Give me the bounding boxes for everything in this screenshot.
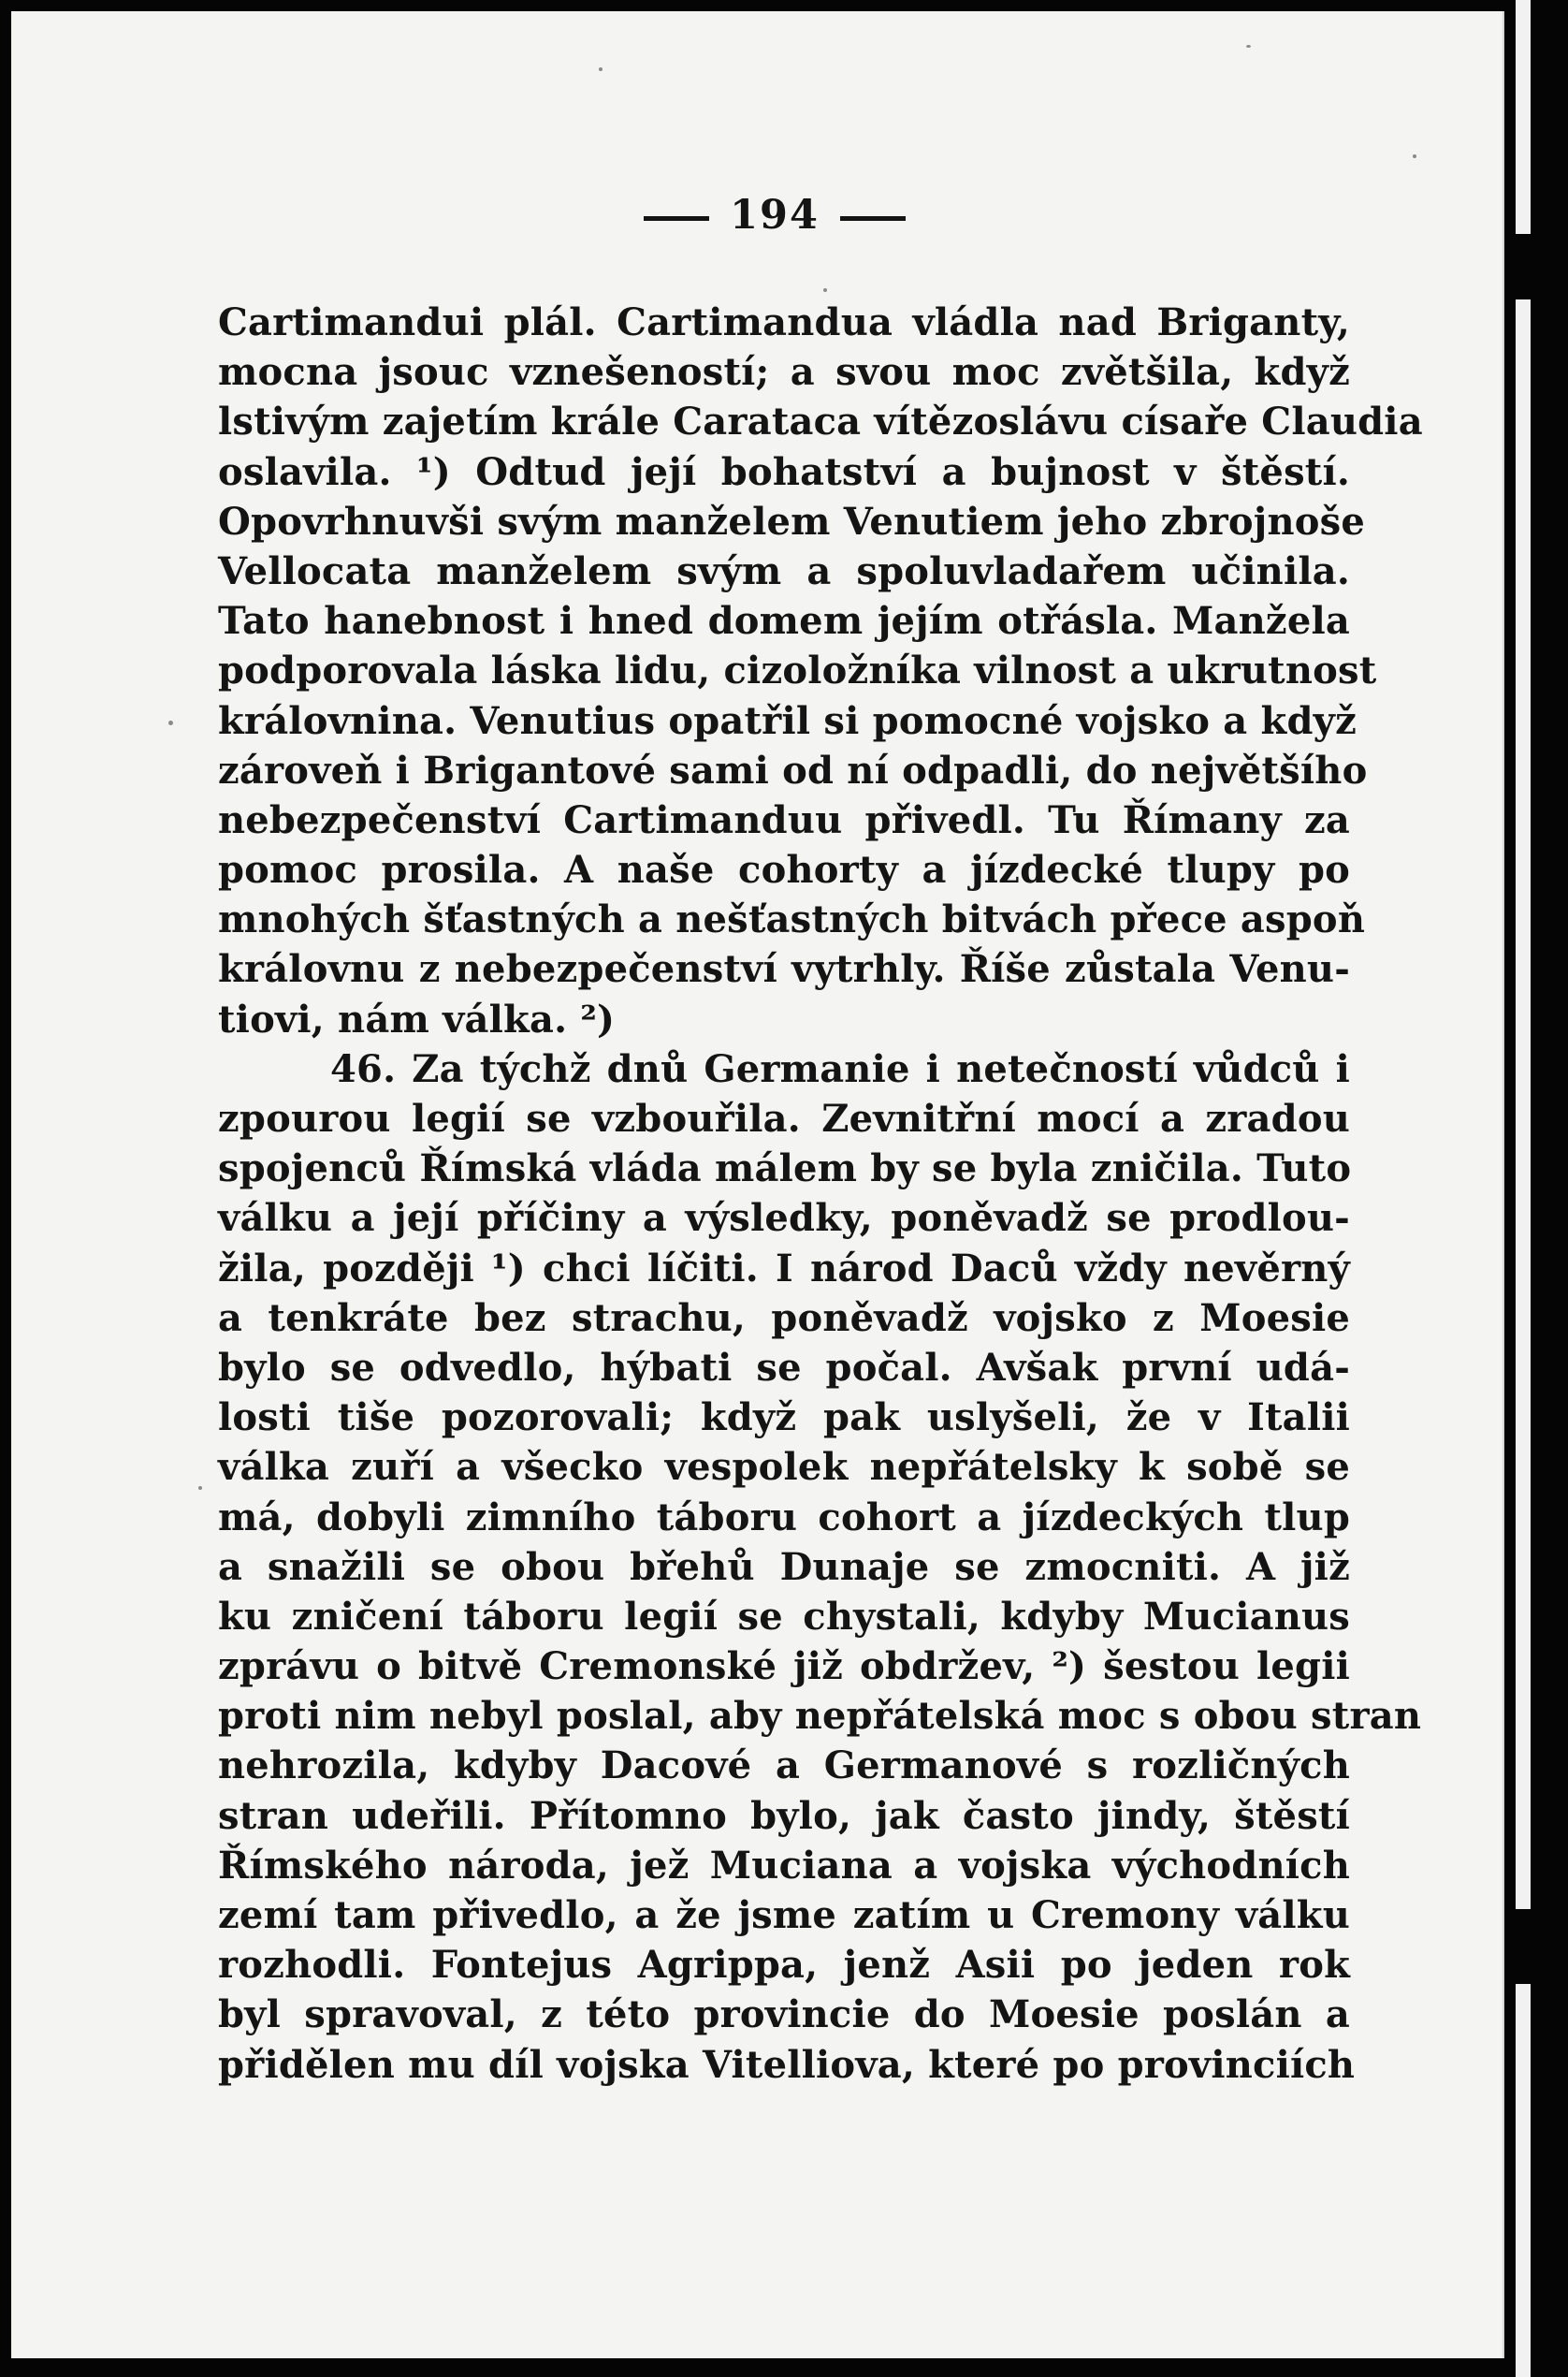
text-line: lstivým zajetím krále Carataca vítězoslávu císaře Claudia	[218, 400, 1423, 445]
scan-speck	[168, 721, 173, 725]
text-line: mocna jsouc vznešeností; a svou moc zvětšila, když	[218, 350, 1350, 395]
text-line: zemí tam přivedlo, a že jsme zatím u Cremony válku	[218, 1893, 1350, 1937]
text-line: stran udeřili. Přítomno bylo, jak často jindy, štěstí	[218, 1793, 1350, 1838]
binding-strip	[1516, 299, 1531, 1909]
text-line: pomoc prosila. A naše cohorty a jízdecké tlupy po	[218, 848, 1350, 893]
text-line: bylo se odvedlo, hýbati se počal. Avšak první udá-	[218, 1345, 1350, 1390]
text-line: oslavila. ¹) Odtud její bohatství a bujnost v štěstí.	[218, 449, 1350, 494]
scan-speck	[1413, 154, 1416, 158]
text-line: Cartimandui plál. Cartimandua vládla nad Briganty,	[218, 300, 1350, 344]
page-header	[0, 192, 1549, 239]
text-line: Opovrhnuvši svým manželem Venutiem jeho zbrojnoše	[218, 499, 1365, 544]
text-line: spojenců Římská vláda málem by se byla zničila. Tuto	[218, 1146, 1352, 1191]
header-dash-left	[644, 216, 709, 221]
text-line: ku zničení táboru legií se chystali, kdyby Mucianus	[218, 1594, 1350, 1639]
text-line: proti nim nebyl poslal, aby nepřátelská moc s obou stran	[218, 1694, 1422, 1739]
text-line: královnu z nebezpečenství vytrhly. Říše zůstala Venu-	[218, 947, 1350, 992]
page-number: 194	[730, 192, 820, 239]
scan-speck	[823, 288, 827, 292]
scan-speck	[198, 1486, 202, 1490]
text-line: královnina. Venutius opatřil si pomocné vojsko a když	[218, 698, 1357, 743]
text-line: zprávu o bitvě Cremonské již obdržev, ²) šestou legii	[218, 1644, 1350, 1689]
text-line: nebezpečenství Cartimanduu přivedl. Tu Římany za	[218, 797, 1350, 842]
text-line: mnohých šťastných a nešťastných bitvách přece aspoň	[218, 897, 1366, 942]
text-line: zpourou legií se vzbouřila. Zevnitřní mocí a zradou	[218, 1097, 1350, 1141]
text-line-paragraph-start: 46. Za týchž dnů Germanie i netečností vůdců i	[330, 1046, 1350, 1091]
text-line: přidělen mu díl vojska Vitelliova, které po provinciích	[218, 2042, 1356, 2087]
text-line: Vellocata manželem svým a spoluvladařem učinila.	[218, 548, 1350, 593]
scan-speck	[599, 67, 603, 71]
text-line: Římského národa, jež Muciana a vojska východních	[218, 1843, 1350, 1888]
text-line: nehrozila, kdyby Dacové a Germanové s rozličných	[218, 1743, 1350, 1788]
text-line: byl spravoval, z této provincie do Moesie poslán a	[218, 1992, 1350, 2037]
text-line: válka zuří a všecko vespolek nepřátelsky k sobě se	[218, 1445, 1350, 1490]
text-line: a snažili se obou břehů Dunaje se zmocniti. A již	[218, 1544, 1350, 1589]
text-line: válku a její příčiny a výsledky, poněvadž se prodlou-	[218, 1196, 1350, 1241]
text-line: rozhodli. Fontejus Agrippa, jenž Asii po jeden rok	[218, 1943, 1350, 1988]
text-line-paragraph-end: tiovi, nám válka. ²)	[218, 997, 616, 1042]
text-line: žila, později ¹) chci líčiti. I národ Daců vždy nevěrný	[218, 1246, 1350, 1291]
text-line: a tenkráte bez strachu, poněvadž vojsko z Moesie	[218, 1295, 1350, 1340]
text-line: Tato hanebnost i hned domem jejím otřásla. Manžela	[218, 599, 1350, 644]
text-line: podporovala láska lidu, cizoložníka vilnost a ukrutnost	[218, 649, 1377, 693]
scan-speck	[1246, 45, 1251, 48]
text-line: má, dobyli zimního táboru cohort a jízdeckých tlup	[218, 1495, 1350, 1539]
header-dash-right	[840, 216, 906, 221]
text-line: zároveň i Brigantové sami od ní odpadli, do největšího	[218, 748, 1368, 793]
text-line: losti tiše pozorovali; když pak uslyšeli, že v Italii	[218, 1395, 1350, 1440]
binding-strip	[1516, 1984, 1531, 2377]
body-text	[218, 298, 1423, 2090]
